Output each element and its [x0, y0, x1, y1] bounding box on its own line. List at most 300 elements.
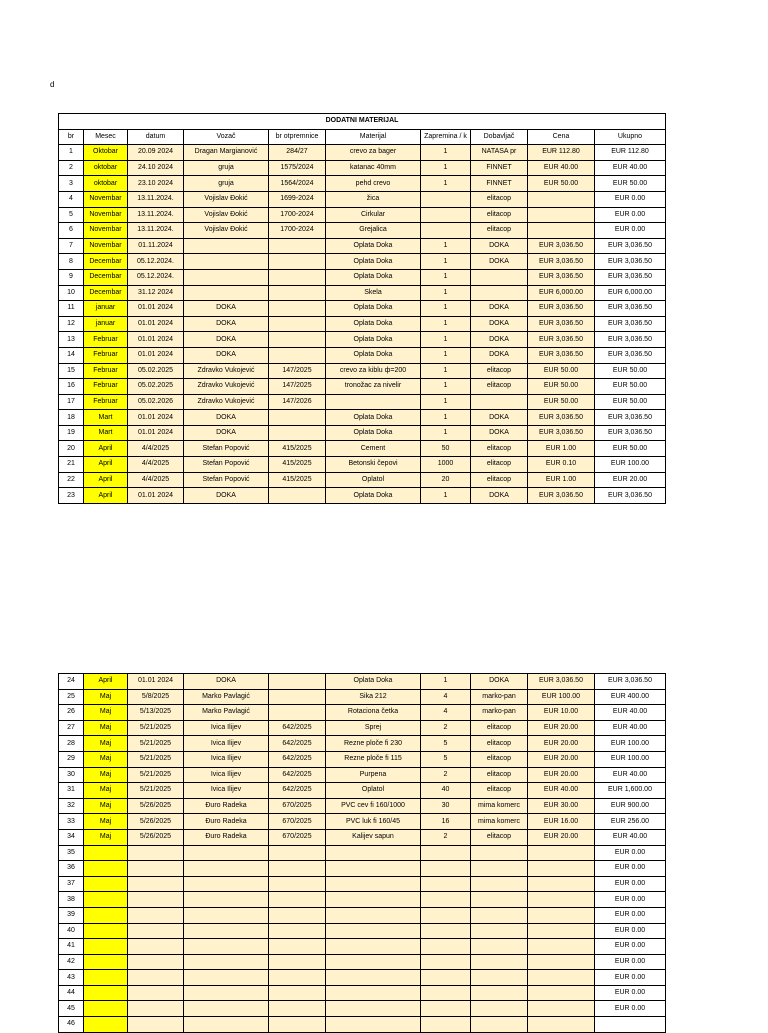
col-header-zapremina: Zapremina / k: [421, 129, 471, 145]
cell-dobavljac: elitacop: [471, 736, 528, 752]
cell-ukupno: EUR 40.00: [595, 705, 666, 721]
cell-zapremina: [421, 923, 471, 939]
cell-otpremnica: [269, 970, 326, 986]
table-row: [59, 254, 666, 270]
cell-datum: 5/21/2025: [128, 767, 184, 783]
cell-mesec: Decembar: [84, 254, 128, 270]
cell-br: 1: [59, 145, 84, 161]
cell-ukupno: EUR 900.00: [595, 798, 666, 814]
cell-vozac: DOKA: [184, 674, 269, 690]
cell-dobavljac: elitacop: [471, 379, 528, 395]
cell-materijal: Oplata Doka: [326, 301, 421, 317]
cell-cena: EUR 3,036.50: [528, 238, 595, 254]
cell-mesec: Maj: [84, 689, 128, 705]
table-row: [59, 674, 666, 690]
cell-zapremina: [421, 191, 471, 207]
cell-vozac: [184, 845, 269, 861]
cell-ukupno: EUR 112.80: [595, 145, 666, 161]
cell-dobavljac: DOKA: [471, 238, 528, 254]
table-row: [59, 191, 666, 207]
cell-datum: 5/21/2025: [128, 736, 184, 752]
cell-materijal: Betonski čepovi: [326, 457, 421, 473]
cell-zapremina: 16: [421, 814, 471, 830]
cell-ukupno: EUR 0.00: [595, 223, 666, 239]
cell-ukupno: EUR 400.00: [595, 689, 666, 705]
table-row: [59, 829, 666, 845]
cell-br: 26: [59, 705, 84, 721]
cell-zapremina: 1: [421, 425, 471, 441]
cell-zapremina: 1: [421, 332, 471, 348]
cell-materijal: Oplata Doka: [326, 332, 421, 348]
cell-datum: 01.01 2024: [128, 410, 184, 426]
cell-br: 45: [59, 1001, 84, 1017]
cell-cena: [528, 876, 595, 892]
cell-ukupno: EUR 40.00: [595, 829, 666, 845]
cell-otpremnica: [269, 316, 326, 332]
cell-mesec: januar: [84, 301, 128, 317]
cell-vozac: Đuro Radeka: [184, 829, 269, 845]
cell-dobavljac: [471, 861, 528, 877]
cell-dobavljac: elitacop: [471, 207, 528, 223]
cell-br: 4: [59, 191, 84, 207]
cell-materijal: Oplata Doka: [326, 410, 421, 426]
cell-datum: 5/21/2025: [128, 720, 184, 736]
cell-cena: EUR 1.00: [528, 441, 595, 457]
cell-datum: 01.01 2024: [128, 316, 184, 332]
cell-otpremnica: [269, 1001, 326, 1017]
cell-ukupno: EUR 100.00: [595, 751, 666, 767]
cell-materijal: Oplata Doka: [326, 269, 421, 285]
cell-otpremnica: 415/2025: [269, 441, 326, 457]
cell-otpremnica: [269, 954, 326, 970]
cell-datum: 5/26/2025: [128, 829, 184, 845]
cell-ukupno: EUR 0.00: [595, 923, 666, 939]
cell-ukupno: EUR 3,036.50: [595, 238, 666, 254]
cell-vozac: Zdravko Vukojević: [184, 363, 269, 379]
cell-materijal: [326, 845, 421, 861]
cell-zapremina: 1: [421, 254, 471, 270]
cell-dobavljac: DOKA: [471, 254, 528, 270]
cell-ukupno: EUR 0.00: [595, 970, 666, 986]
cell-ukupno: EUR 0.00: [595, 985, 666, 1001]
cell-dobavljac: elitacop: [471, 720, 528, 736]
cell-otpremnica: 1700-2024: [269, 207, 326, 223]
cell-datum: [128, 861, 184, 877]
cell-br: 24: [59, 674, 84, 690]
cell-ukupno: EUR 0.00: [595, 861, 666, 877]
table-row: [59, 285, 666, 301]
cell-vozac: Ivica Ilijev: [184, 720, 269, 736]
cell-ukupno: EUR 100.00: [595, 457, 666, 473]
cell-mesec: [84, 1017, 128, 1033]
cell-datum: [128, 1017, 184, 1033]
cell-dobavljac: [471, 1001, 528, 1017]
cell-otpremnica: 1700-2024: [269, 223, 326, 239]
cell-vozac: Zdravko Vukojević: [184, 379, 269, 395]
cell-datum: 01.01 2024: [128, 425, 184, 441]
table-row: [59, 705, 666, 721]
cell-cena: EUR 3,036.50: [528, 269, 595, 285]
cell-br: 33: [59, 814, 84, 830]
cell-materijal: Oplata Doka: [326, 238, 421, 254]
corner-mark: d: [50, 80, 55, 89]
cell-datum: 20.09 2024: [128, 145, 184, 161]
cell-ukupno: EUR 0.00: [595, 939, 666, 955]
cell-ukupno: EUR 3,036.50: [595, 254, 666, 270]
cell-ukupno: EUR 0.00: [595, 1001, 666, 1017]
cell-ukupno: EUR 50.00: [595, 441, 666, 457]
cell-materijal: [326, 954, 421, 970]
table-row: [59, 223, 666, 239]
cell-vozac: Stefan Popović: [184, 441, 269, 457]
cell-br: 43: [59, 970, 84, 986]
cell-materijal: pehd crevo: [326, 176, 421, 192]
cell-materijal: katanac 40mm: [326, 160, 421, 176]
table-row: [59, 379, 666, 395]
cell-otpremnica: 642/2025: [269, 767, 326, 783]
cell-zapremina: 30: [421, 798, 471, 814]
cell-mesec: [84, 939, 128, 955]
cell-br: 16: [59, 379, 84, 395]
cell-zapremina: [421, 1001, 471, 1017]
cell-materijal: [326, 939, 421, 955]
cell-materijal: Rotaciona četka: [326, 705, 421, 721]
cell-br: 32: [59, 798, 84, 814]
cell-mesec: [84, 876, 128, 892]
cell-datum: 31.12 2024: [128, 285, 184, 301]
cell-ukupno: EUR 3,036.50: [595, 301, 666, 317]
table-row: [59, 363, 666, 379]
cell-otpremnica: [269, 985, 326, 1001]
cell-materijal: Oplatol: [326, 472, 421, 488]
cell-cena: [528, 861, 595, 877]
cell-vozac: DOKA: [184, 488, 269, 504]
cell-cena: [528, 1001, 595, 1017]
cell-zapremina: [421, 845, 471, 861]
cell-vozac: [184, 285, 269, 301]
cell-zapremina: [421, 970, 471, 986]
cell-vozac: [184, 1001, 269, 1017]
cell-otpremnica: [269, 674, 326, 690]
cell-zapremina: [421, 207, 471, 223]
table-row: [59, 488, 666, 504]
cell-cena: [528, 923, 595, 939]
cell-zapremina: 1: [421, 301, 471, 317]
cell-dobavljac: DOKA: [471, 301, 528, 317]
cell-br: 7: [59, 238, 84, 254]
cell-datum: 05.12.2024.: [128, 269, 184, 285]
cell-datum: 4/4/2025: [128, 457, 184, 473]
cell-otpremnica: [269, 347, 326, 363]
cell-otpremnica: [269, 845, 326, 861]
cell-dobavljac: DOKA: [471, 425, 528, 441]
cell-cena: EUR 20.00: [528, 829, 595, 845]
cell-ukupno: EUR 100.00: [595, 736, 666, 752]
cell-dobavljac: [471, 939, 528, 955]
cell-mesec: Maj: [84, 720, 128, 736]
table-row: [59, 347, 666, 363]
cell-mesec: Mart: [84, 410, 128, 426]
cell-materijal: tronožac za nivelir: [326, 379, 421, 395]
cell-dobavljac: elitacop: [471, 441, 528, 457]
cell-mesec: Maj: [84, 736, 128, 752]
cell-datum: 01.01 2024: [128, 301, 184, 317]
table-row: [59, 751, 666, 767]
cell-vozac: gruja: [184, 176, 269, 192]
table-row: [59, 145, 666, 161]
cell-datum: 4/4/2025: [128, 472, 184, 488]
cell-mesec: Mart: [84, 425, 128, 441]
cell-ukupno: EUR 3,036.50: [595, 674, 666, 690]
cell-zapremina: 1: [421, 410, 471, 426]
cell-cena: EUR 3,036.50: [528, 488, 595, 504]
cell-materijal: [326, 923, 421, 939]
cell-vozac: DOKA: [184, 316, 269, 332]
cell-br: 6: [59, 223, 84, 239]
cell-dobavljac: FINNET: [471, 160, 528, 176]
table-row: [59, 720, 666, 736]
cell-cena: [528, 907, 595, 923]
cell-br: 36: [59, 861, 84, 877]
col-header-mesec: Mesec: [84, 129, 128, 145]
cell-dobavljac: [471, 892, 528, 908]
cell-vozac: [184, 939, 269, 955]
cell-br: 35: [59, 845, 84, 861]
cell-mesec: Maj: [84, 767, 128, 783]
cell-materijal: Oplata Doka: [326, 425, 421, 441]
material-table-top: [58, 113, 666, 504]
table-row: [59, 907, 666, 923]
cell-mesec: Oktobar: [84, 145, 128, 161]
cell-ukupno: EUR 50.00: [595, 394, 666, 410]
cell-cena: EUR 40.00: [528, 160, 595, 176]
cell-dobavljac: mima komerc: [471, 814, 528, 830]
cell-otpremnica: [269, 425, 326, 441]
cell-zapremina: [421, 1017, 471, 1033]
table-row: [59, 970, 666, 986]
cell-ukupno: EUR 3,036.50: [595, 332, 666, 348]
cell-datum: [128, 985, 184, 1001]
cell-vozac: DOKA: [184, 425, 269, 441]
cell-otpremnica: 1575/2024: [269, 160, 326, 176]
cell-mesec: oktobar: [84, 176, 128, 192]
cell-dobavljac: [471, 876, 528, 892]
cell-vozac: Stefan Popović: [184, 472, 269, 488]
cell-mesec: Novembar: [84, 223, 128, 239]
cell-datum: 5/21/2025: [128, 783, 184, 799]
cell-br: 2: [59, 160, 84, 176]
cell-cena: EUR 112.80: [528, 145, 595, 161]
cell-ukupno: EUR 256.00: [595, 814, 666, 830]
cell-zapremina: 1000: [421, 457, 471, 473]
cell-datum: [128, 939, 184, 955]
cell-materijal: Oplata Doka: [326, 347, 421, 363]
cell-materijal: Oplata Doka: [326, 488, 421, 504]
cell-dobavljac: marko-pan: [471, 705, 528, 721]
cell-datum: 13.11.2024.: [128, 207, 184, 223]
cell-otpremnica: 670/2025: [269, 798, 326, 814]
cell-mesec: Maj: [84, 751, 128, 767]
cell-mesec: April: [84, 472, 128, 488]
table-row: [59, 783, 666, 799]
cell-otpremnica: 670/2025: [269, 814, 326, 830]
cell-ukupno: EUR 0.00: [595, 954, 666, 970]
table-row: [59, 798, 666, 814]
cell-otpremnica: 147/2026: [269, 394, 326, 410]
cell-zapremina: [421, 223, 471, 239]
cell-mesec: [84, 892, 128, 908]
table-row: [59, 394, 666, 410]
cell-otpremnica: 415/2025: [269, 472, 326, 488]
cell-br: 30: [59, 767, 84, 783]
cell-cena: EUR 10.00: [528, 705, 595, 721]
cell-vozac: DOKA: [184, 301, 269, 317]
cell-vozac: Stefan Popović: [184, 457, 269, 473]
cell-cena: EUR 100.00: [528, 689, 595, 705]
cell-otpremnica: 415/2025: [269, 457, 326, 473]
cell-otpremnica: 1564/2024: [269, 176, 326, 192]
cell-materijal: PVC luk fi 160/45: [326, 814, 421, 830]
cell-materijal: Oplata Doka: [326, 254, 421, 270]
col-header-br: br: [59, 129, 84, 145]
cell-zapremina: [421, 939, 471, 955]
cell-materijal: Rezne ploče fi 230: [326, 736, 421, 752]
cell-datum: 01.01 2024: [128, 674, 184, 690]
cell-dobavljac: DOKA: [471, 316, 528, 332]
cell-br: 8: [59, 254, 84, 270]
col-header-cena: Cena: [528, 129, 595, 145]
cell-ukupno: EUR 20.00: [595, 472, 666, 488]
cell-zapremina: 1: [421, 176, 471, 192]
cell-vozac: Marko Pavlagić: [184, 705, 269, 721]
cell-materijal: [326, 907, 421, 923]
cell-cena: EUR 3,036.50: [528, 425, 595, 441]
cell-mesec: [84, 845, 128, 861]
cell-br: 18: [59, 410, 84, 426]
cell-mesec: oktobar: [84, 160, 128, 176]
cell-zapremina: 50: [421, 441, 471, 457]
table-row: [59, 269, 666, 285]
cell-zapremina: 1: [421, 363, 471, 379]
cell-materijal: Oplata Doka: [326, 674, 421, 690]
cell-vozac: DOKA: [184, 332, 269, 348]
cell-br: 31: [59, 783, 84, 799]
cell-materijal: Purpena: [326, 767, 421, 783]
cell-ukupno: EUR 40.00: [595, 767, 666, 783]
cell-zapremina: 4: [421, 689, 471, 705]
cell-mesec: Decembar: [84, 269, 128, 285]
cell-datum: 05.02.2025: [128, 363, 184, 379]
cell-ukupno: EUR 50.00: [595, 176, 666, 192]
cell-zapremina: 1: [421, 379, 471, 395]
cell-zapremina: 2: [421, 829, 471, 845]
col-header-materijal: Materijal: [326, 129, 421, 145]
cell-vozac: Ivica Ilijev: [184, 736, 269, 752]
cell-mesec: Maj: [84, 814, 128, 830]
cell-mesec: April: [84, 457, 128, 473]
cell-datum: 05.02.2026: [128, 394, 184, 410]
cell-zapremina: 20: [421, 472, 471, 488]
cell-otpremnica: [269, 301, 326, 317]
cell-cena: EUR 3,036.50: [528, 301, 595, 317]
cell-cena: EUR 20.00: [528, 767, 595, 783]
cell-vozac: [184, 238, 269, 254]
cell-mesec: Maj: [84, 705, 128, 721]
cell-cena: EUR 50.00: [528, 363, 595, 379]
cell-zapremina: 40: [421, 783, 471, 799]
cell-datum: 5/13/2025: [128, 705, 184, 721]
cell-datum: 13.11.2024.: [128, 191, 184, 207]
table-row: [59, 861, 666, 877]
cell-zapremina: 1: [421, 674, 471, 690]
cell-br: 42: [59, 954, 84, 970]
cell-dobavljac: elitacop: [471, 457, 528, 473]
cell-mesec: April: [84, 488, 128, 504]
cell-cena: [528, 191, 595, 207]
cell-cena: EUR 50.00: [528, 379, 595, 395]
cell-cena: EUR 20.00: [528, 751, 595, 767]
table-row: [59, 207, 666, 223]
cell-cena: EUR 30.00: [528, 798, 595, 814]
cell-mesec: Novembar: [84, 207, 128, 223]
table-row: [59, 845, 666, 861]
cell-mesec: [84, 1001, 128, 1017]
cell-datum: 13.11.2024.: [128, 223, 184, 239]
cell-datum: [128, 892, 184, 908]
cell-materijal: Oplatol: [326, 783, 421, 799]
cell-dobavljac: DOKA: [471, 347, 528, 363]
cell-vozac: Vojislav Đokić: [184, 191, 269, 207]
cell-br: 15: [59, 363, 84, 379]
cell-br: 17: [59, 394, 84, 410]
cell-vozac: [184, 861, 269, 877]
cell-materijal: [326, 861, 421, 877]
cell-zapremina: [421, 876, 471, 892]
cell-dobavljac: [471, 269, 528, 285]
cell-zapremina: 1: [421, 347, 471, 363]
cell-ukupno: EUR 3,036.50: [595, 488, 666, 504]
cell-br: 22: [59, 472, 84, 488]
cell-otpremnica: [269, 410, 326, 426]
cell-otpremnica: 642/2025: [269, 720, 326, 736]
cell-mesec: Februar: [84, 332, 128, 348]
table-row: [59, 954, 666, 970]
cell-otpremnica: 642/2025: [269, 751, 326, 767]
cell-ukupno: EUR 0.00: [595, 907, 666, 923]
cell-otpremnica: [269, 254, 326, 270]
cell-dobavljac: [471, 970, 528, 986]
cell-cena: EUR 3,036.50: [528, 254, 595, 270]
cell-zapremina: [421, 985, 471, 1001]
cell-br: 46: [59, 1017, 84, 1033]
cell-vozac: Ivica Ilijev: [184, 783, 269, 799]
cell-otpremnica: [269, 238, 326, 254]
cell-datum: 5/26/2025: [128, 798, 184, 814]
cell-otpremnica: [269, 269, 326, 285]
cell-cena: [528, 845, 595, 861]
cell-br: 29: [59, 751, 84, 767]
cell-mesec: [84, 907, 128, 923]
cell-datum: 05.12.2024.: [128, 254, 184, 270]
cell-datum: [128, 876, 184, 892]
cell-br: 27: [59, 720, 84, 736]
cell-materijal: Cement: [326, 441, 421, 457]
col-header-datum: datum: [128, 129, 184, 145]
cell-cena: EUR 50.00: [528, 176, 595, 192]
cell-materijal: Sika 212: [326, 689, 421, 705]
table-row: [59, 425, 666, 441]
cell-cena: EUR 3,036.50: [528, 347, 595, 363]
